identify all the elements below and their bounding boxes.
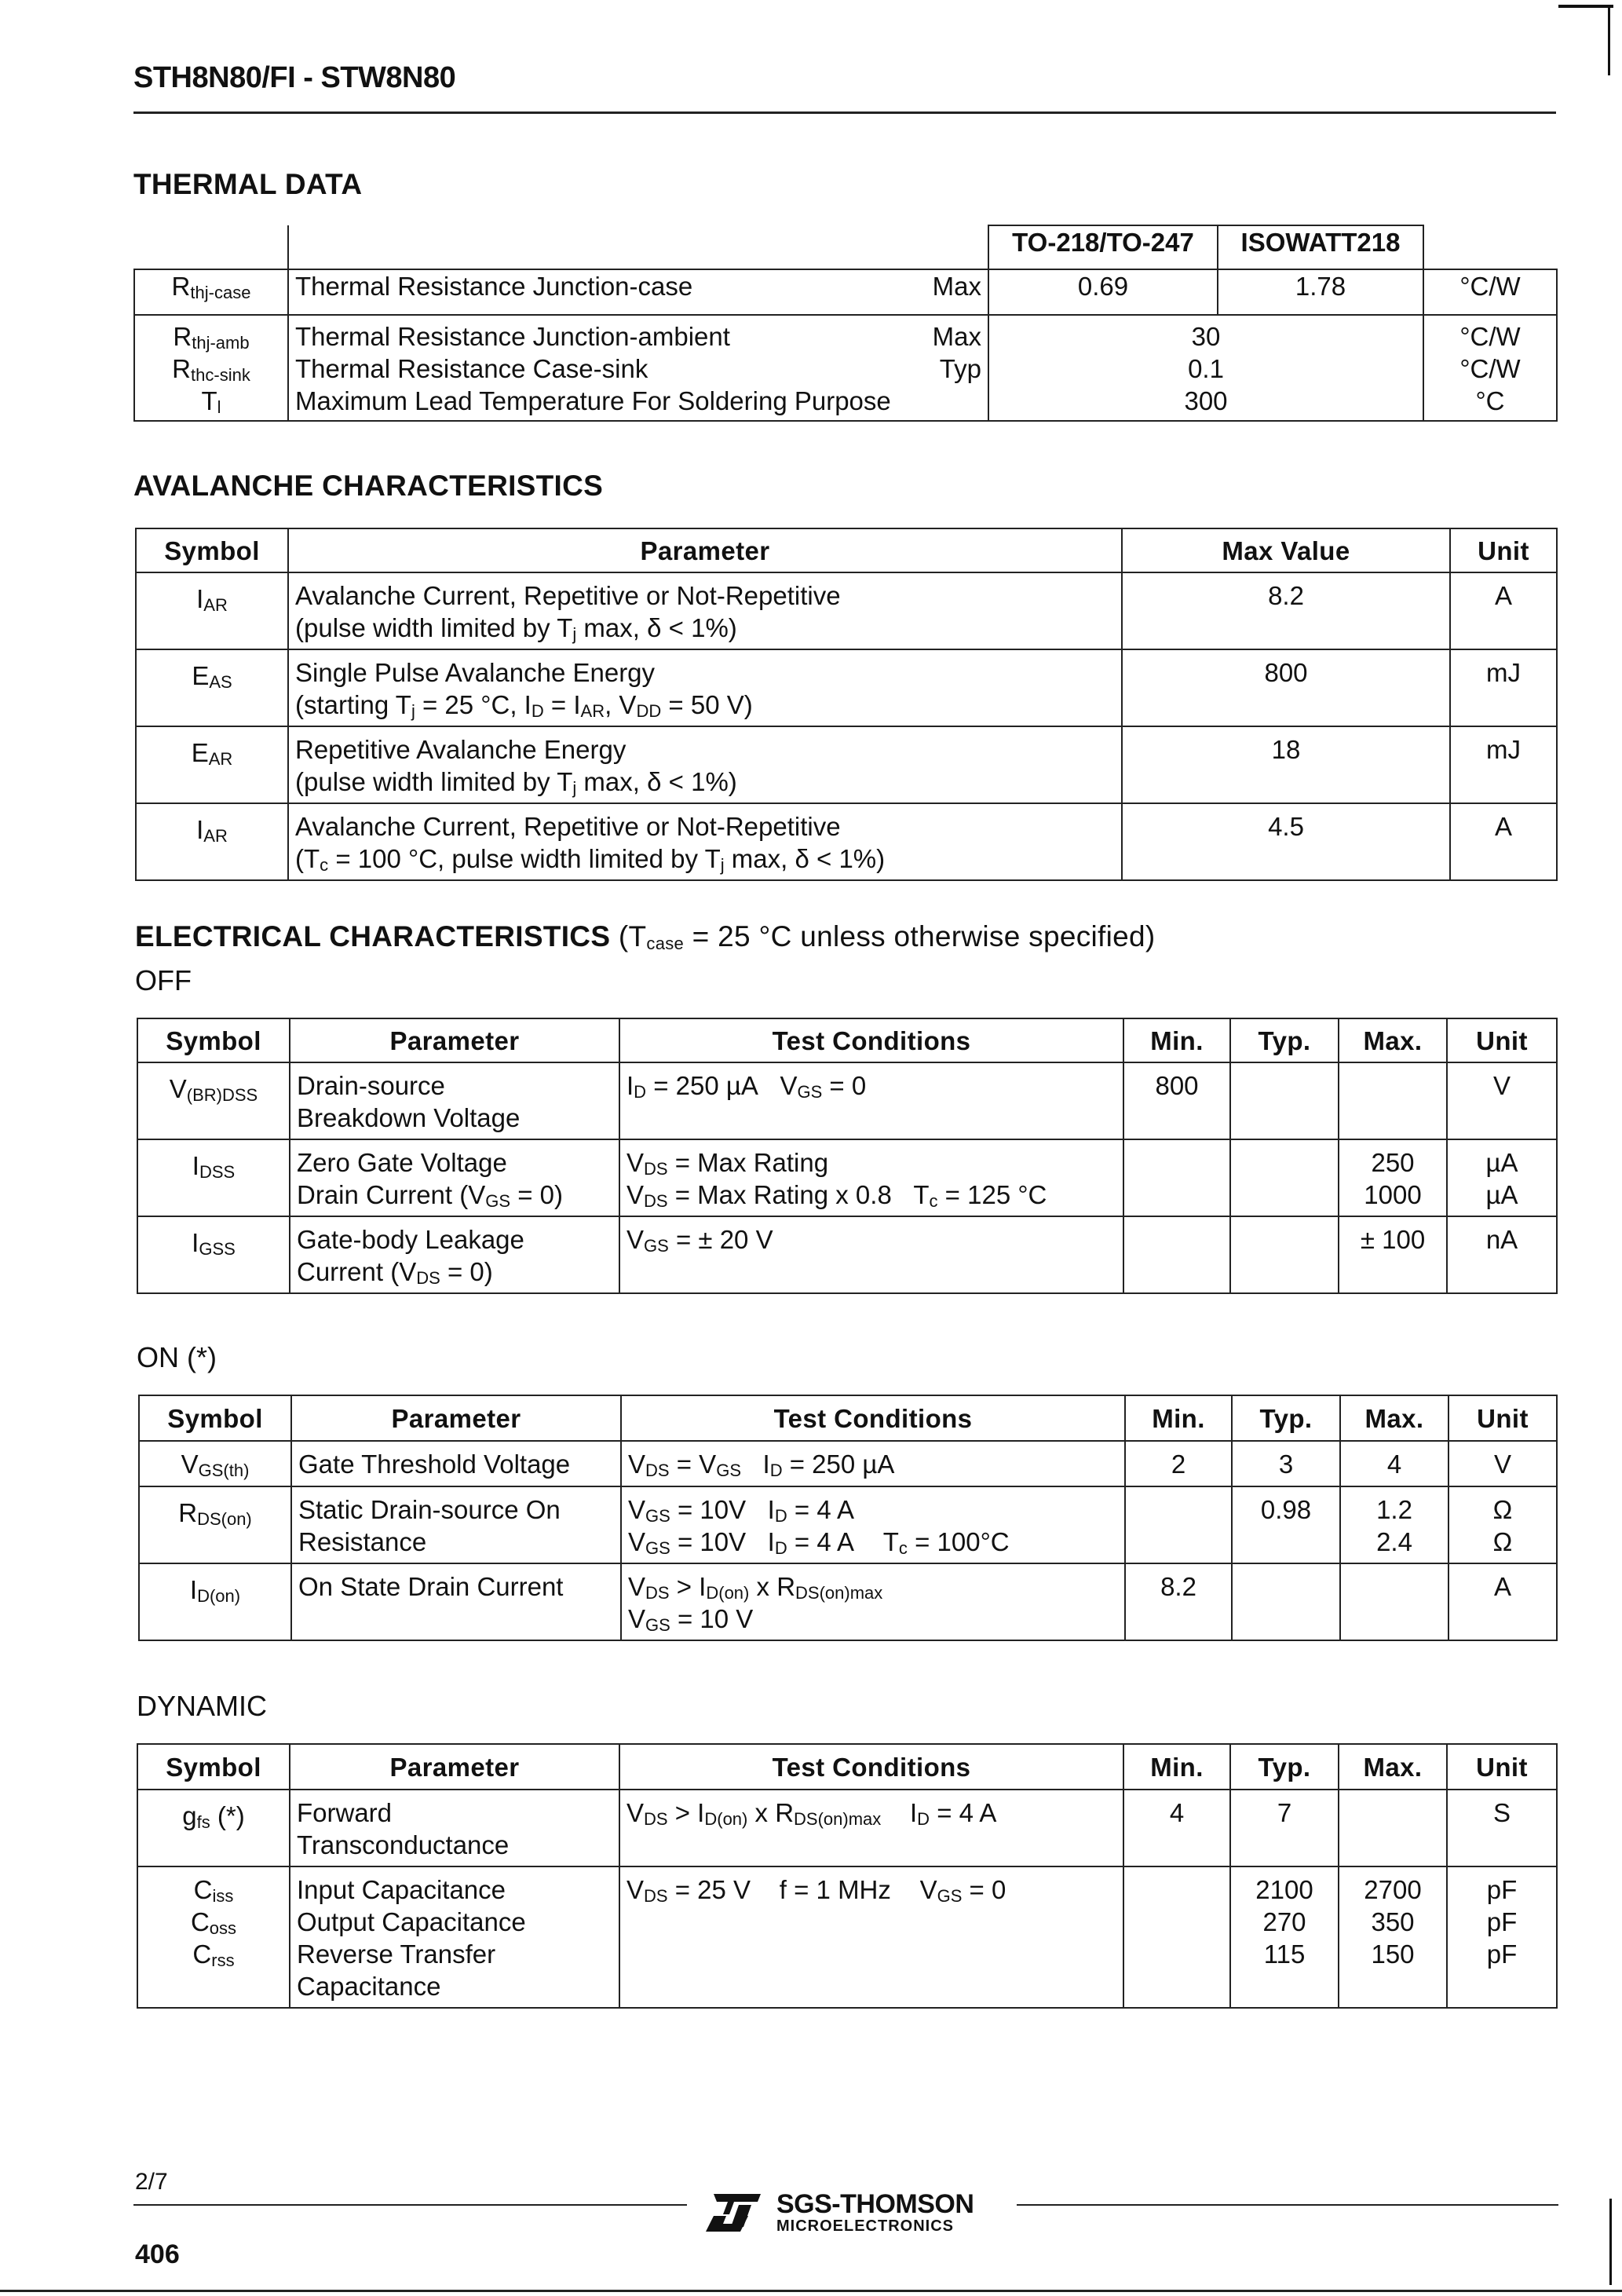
table-row <box>139 1441 1557 1486</box>
page-edge-mark <box>1558 5 1613 8</box>
dynamic-table <box>137 1743 1558 2009</box>
bottom-rule <box>0 2290 1622 2292</box>
header-rule <box>133 112 1556 114</box>
symbol-cell: $V_{(BR)DSS}$ <box>137 1062 290 1139</box>
value-cell: 4.5 <box>1122 803 1450 880</box>
parameter-cell: Input Capacitance Output Capacitance Reverse Transfer Capacitance <box>290 1866 619 2008</box>
col-test-conditions: Test Conditions <box>621 1395 1125 1441</box>
electrical-note: ($T_{case} = 25$ °C unless otherwise specified) <box>618 920 1156 953</box>
page-indicator: 2/7 <box>135 2169 168 2195</box>
unit-cell: V <box>1447 1062 1557 1139</box>
unit-cell: A <box>1448 1563 1557 1640</box>
symbol-cell: $R_{DS(on)}$ <box>139 1486 291 1563</box>
col-typ: Typ. <box>1232 1395 1340 1441</box>
parameter-cell: Forward Transconductance <box>290 1790 619 1866</box>
parameter-cell: Drain-source Breakdown Voltage <box>290 1062 619 1139</box>
unit-cell: °C/W °C/W °C <box>1423 315 1557 421</box>
parameter-cell: Single Pulse Avalanche Energy (starting $T_j = 25$ °C, $I_D = I_{AR}$, $V_{DD} = 50$ V) <box>288 649 1122 726</box>
col-unit: Unit <box>1450 528 1557 572</box>
min-cell: 800 <box>1123 1062 1230 1139</box>
on-title: ON (*) <box>137 1341 217 1373</box>
col-typ: Typ. <box>1230 1744 1339 1790</box>
symbol-cell: $C_{iss}$ $C_{oss}$ $C_{rss}$ <box>137 1866 290 2008</box>
brand-subtitle: MICROELECTRONICS <box>776 2217 954 2235</box>
symbol-cell: $I_{AR}$ <box>136 572 288 649</box>
table-row <box>136 803 1557 880</box>
max-cell <box>1340 1563 1448 1640</box>
min-cell: 4 <box>1123 1790 1230 1866</box>
st-logo-icon <box>703 2191 765 2235</box>
parameter-cell: Gate-body Leakage Current $(V_{DS} = 0)$ <box>290 1216 619 1293</box>
table-row <box>139 1486 1557 1563</box>
parameter-cell: Thermal Resistance Junction-case Max <box>288 269 988 315</box>
page-edge-mark <box>1608 5 1610 75</box>
col-test-conditions: Test Conditions <box>619 1018 1123 1062</box>
max-cell: 2700 350 150 <box>1339 1866 1447 2008</box>
col-symbol: Symbol <box>137 1744 290 1790</box>
col-unit: Unit <box>1448 1395 1557 1441</box>
symbol-cell: $R_{thj-case}$ <box>134 269 288 315</box>
symbol-cell: $I_{AR}$ <box>136 803 288 880</box>
parameter-cell: Static Drain-source On Resistance <box>291 1486 621 1563</box>
min-cell <box>1125 1486 1232 1563</box>
page-edge-mark <box>1609 2199 1612 2285</box>
typ-cell <box>1232 1563 1340 1640</box>
value-cell: 0.69 <box>988 269 1218 315</box>
table-row <box>139 1563 1557 1640</box>
table-row <box>136 572 1557 649</box>
symbol-cell: $I_{D(on)}$ <box>139 1563 291 1640</box>
col-parameter: Parameter <box>291 1395 621 1441</box>
value-cell: 800 <box>1122 649 1450 726</box>
col-parameter: Parameter <box>288 528 1122 572</box>
typ-cell: 2100 270 115 <box>1230 1866 1339 2008</box>
value-cell: 18 <box>1122 726 1450 803</box>
unit-cell: µA µA <box>1447 1139 1557 1216</box>
table-row <box>134 269 1557 315</box>
unit-cell: mJ <box>1450 649 1557 726</box>
col-max: Max. <box>1339 1744 1447 1790</box>
test-cell: $V_{GS}$ = ± 20 V <box>619 1216 1123 1293</box>
parameter-cell: Avalanche Current, Repetitive or Not-Repetitive (pulse width limited by $T_j$ max, δ < 1%) <box>288 572 1122 649</box>
min-cell: 2 <box>1125 1441 1232 1486</box>
table-row <box>134 315 1557 421</box>
max-cell: 250 1000 <box>1339 1139 1447 1216</box>
min-cell <box>1123 1139 1230 1216</box>
parameter-cell: Avalanche Current, Repetitive or Not-Repetitive ($T_c = 100$ °C, pulse width limited by $T_j$ max, δ < 1%) <box>288 803 1122 880</box>
avalanche-title: AVALANCHE CHARACTERISTICS <box>133 470 604 502</box>
parameter-cell: Gate Threshold Voltage <box>291 1441 621 1486</box>
unit-cell: °C/W <box>1423 269 1557 315</box>
dynamic-title: DYNAMIC <box>137 1690 268 1722</box>
value-cell: 1.78 <box>1218 269 1423 315</box>
thermal-title: THERMAL DATA <box>133 168 363 200</box>
test-cell: $I_D = 250$ µA $V_{GS} = 0$ <box>619 1062 1123 1139</box>
table-row <box>137 1790 1557 1866</box>
typ-cell: 7 <box>1230 1790 1339 1866</box>
typ-cell: 3 <box>1232 1441 1340 1486</box>
min-cell <box>1123 1866 1230 2008</box>
parameter-cell: On State Drain Current <box>291 1563 621 1640</box>
symbol-cell: $g_{fs}$ (*) <box>137 1790 290 1866</box>
unit-cell: A <box>1450 803 1557 880</box>
page-number: 406 <box>135 2239 180 2269</box>
col-test-conditions: Test Conditions <box>619 1744 1123 1790</box>
symbol-cell: $V_{GS(th)}$ <box>139 1441 291 1486</box>
unit-cell: pF pF pF <box>1447 1866 1557 2008</box>
brand-text <box>776 2191 974 2235</box>
max-cell: 4 <box>1340 1441 1448 1486</box>
avalanche-table <box>135 528 1558 881</box>
col-max: Max. <box>1339 1018 1447 1062</box>
table-row <box>137 1062 1557 1139</box>
min-cell: 8.2 <box>1125 1563 1232 1640</box>
symbol-cell: $R_{thj-amb}$ $R_{thc-sink}$ $T_l$ <box>134 315 288 421</box>
table-row <box>136 649 1557 726</box>
table-row <box>137 1216 1557 1293</box>
brand-logo <box>703 2191 974 2235</box>
symbol-cell: $E_{AS}$ <box>136 649 288 726</box>
col-max-value: Max Value <box>1122 528 1450 572</box>
table-row <box>136 726 1557 803</box>
unit-cell: Ω Ω <box>1448 1486 1557 1563</box>
test-cell: $V_{DS} > I_{D(on)}$ x $R_{DS(on)max}$ $I_D = 4$ A <box>619 1790 1123 1866</box>
brand-name: SGS-THOMSON <box>776 2189 974 2219</box>
col-unit: Unit <box>1447 1744 1557 1790</box>
col-min: Min. <box>1123 1018 1230 1062</box>
unit-cell: V <box>1448 1441 1557 1486</box>
empty-cell <box>1423 225 1557 269</box>
test-cell: $V_{DS} > I_{D(on)}$ x $R_{DS(on)max}$ $V_{GS} = 10$ V <box>621 1563 1125 1640</box>
table-row <box>137 1139 1557 1216</box>
col-package-1: TO-218/TO-247 <box>988 225 1218 269</box>
test-cell: $V_{DS} = 25$ V f = 1 MHz $V_{GS} = 0$ <box>619 1866 1123 2008</box>
symbol-cell: $E_{AR}$ <box>136 726 288 803</box>
col-min: Min. <box>1125 1395 1232 1441</box>
unit-cell: nA <box>1447 1216 1557 1293</box>
test-cell: $V_{DS} = V_{GS}$ $I_D = 250$ µA <box>621 1441 1125 1486</box>
thermal-table <box>133 225 1558 422</box>
typ-cell <box>1230 1062 1339 1139</box>
parameter-cell: Thermal Resistance Junction-ambient Max Thermal Resistance Case-sink Typ Maximum Lead Temperature For Soldering Purpose <box>288 315 988 421</box>
off-title: OFF <box>135 964 192 996</box>
empty-cell <box>288 225 988 269</box>
footer-rule-right <box>1017 2204 1558 2206</box>
unit-cell: A <box>1450 572 1557 649</box>
symbol-cell: $I_{DSS}$ <box>137 1139 290 1216</box>
test-cell: $V_{GS} = 10V$ $I_D = 4$ A $V_{GS} = 10V$ $I_D = 4$ A $T_c = 100^\circ C$ <box>621 1486 1125 1563</box>
parameter-cell: Repetitive Avalanche Energy (pulse width limited by $T_j$ max, δ < 1%) <box>288 726 1122 803</box>
unit-cell: S <box>1447 1790 1557 1866</box>
col-typ: Typ. <box>1230 1018 1339 1062</box>
off-table <box>137 1018 1558 1294</box>
test-cell: $V_{DS}$ = Max Rating $V_{DS}$ = Max Rating x 0.8 $T_c = 125$ °C <box>619 1139 1123 1216</box>
typ-cell <box>1230 1139 1339 1216</box>
max-cell <box>1339 1062 1447 1139</box>
max-cell: ± 100 <box>1339 1216 1447 1293</box>
col-max: Max. <box>1340 1395 1448 1441</box>
value-cell: 30 0.1 300 <box>988 315 1423 421</box>
footer-rule-left <box>133 2204 687 2206</box>
symbol-cell: $I_{GSS}$ <box>137 1216 290 1293</box>
col-min: Min. <box>1123 1744 1230 1790</box>
electrical-title: ELECTRICAL CHARACTERISTICS ($T_{case} = 25$ °C unless otherwise specified) <box>135 920 1156 953</box>
document-title: STH8N80/FI - STW8N80 <box>133 61 456 94</box>
unit-cell: mJ <box>1450 726 1557 803</box>
value-cell: 8.2 <box>1122 572 1450 649</box>
col-package-2: ISOWATT218 <box>1218 225 1423 269</box>
col-symbol: Symbol <box>136 528 288 572</box>
parameter-cell: Zero Gate Voltage Drain Current $(V_{GS} = 0)$ <box>290 1139 619 1216</box>
table-row <box>137 1866 1557 2008</box>
min-cell <box>1123 1216 1230 1293</box>
col-parameter: Parameter <box>290 1744 619 1790</box>
col-symbol: Symbol <box>137 1018 290 1062</box>
col-unit: Unit <box>1447 1018 1557 1062</box>
col-symbol: Symbol <box>139 1395 291 1441</box>
typ-cell <box>1230 1216 1339 1293</box>
max-cell: 1.2 2.4 <box>1340 1486 1448 1563</box>
on-table <box>138 1395 1558 1641</box>
col-parameter: Parameter <box>290 1018 619 1062</box>
max-cell <box>1339 1790 1447 1866</box>
empty-cell <box>134 225 288 269</box>
typ-cell: 0.98 <box>1232 1486 1340 1563</box>
